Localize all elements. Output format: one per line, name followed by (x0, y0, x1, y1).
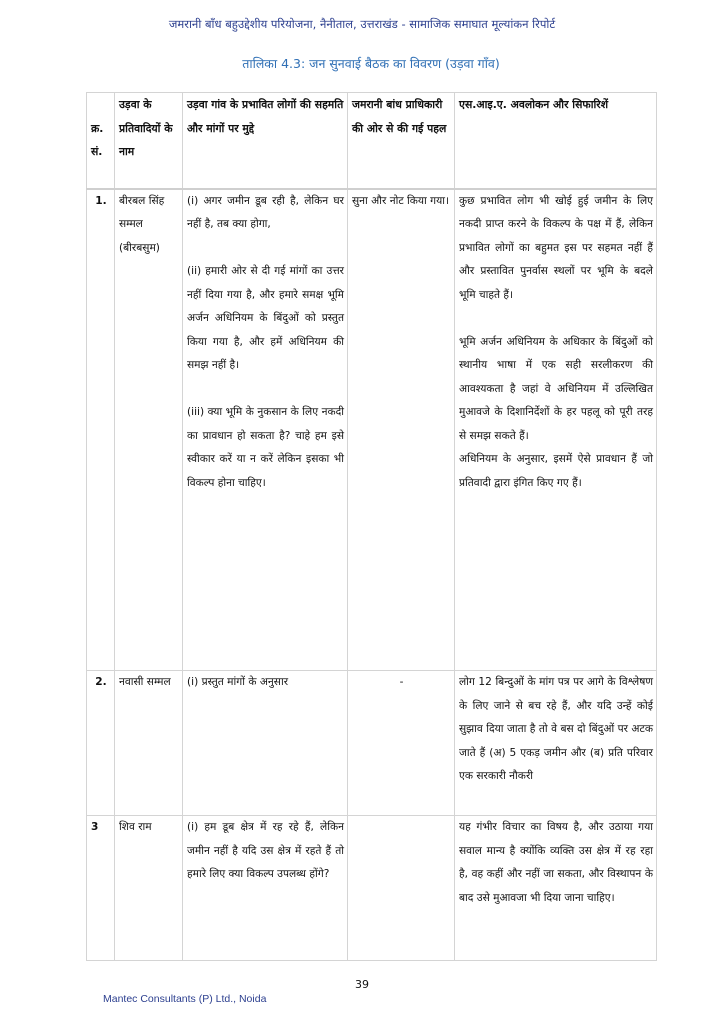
table-row (87, 671, 657, 816)
observations-cell (455, 816, 657, 961)
observation-point: कुछ प्रभावित लोग भी खोई हुई जमीन के लिए नकदी प्राप्त करने के विकल्प के पक्ष में हैं, लेकिन प्रभावित लोगों का बहुमत इस पर सहमत नहीं हैं और प्रस्तावित पुनर्वास स्थलों पर भूमि के बदले भूमि चाहते हैं। (459, 194, 653, 301)
observation-point: लोग 12 बिन्दुओं के मांग पत्र पर आगे के विश्लेषण के लिए जाने से बच रहे हैं, और यदि उन्हें कोई सुझाव दिया जाता है तो वे बस दो बिंदुओं पर अटक जाते हैं (अ) 5 एकड़ जमीन और (ब) प्रति परिवार एक सरकारी नौकरी (459, 676, 653, 782)
issue-point: (i) प्रस्तुत मांगों के अनुसार (187, 676, 289, 688)
public-hearing-table (86, 92, 657, 961)
column-header-respondent: उड़वा के प्रतिवादियों के नाम (115, 93, 183, 189)
respondent-name: नवासी सम्मल (115, 671, 183, 816)
column-header-issues: उड़वा गांव के प्रभावित लोगों की सहमति और मांगों पर मुद्दे (183, 93, 348, 189)
initiative-cell (348, 816, 455, 961)
issues-cell (183, 189, 348, 671)
observations-cell (455, 189, 657, 671)
respondent-name: बीरबल सिंह सम्मल (बीरबसुम) (115, 189, 183, 671)
issue-point: (ii) हमारी ओर से दी गई मांगों का उत्तर नहीं दिया गया है, और हमारे समक्ष भूमि अर्जन अधिनियम के बिंदुओं को प्रस्तुत किया गया है, और हमें अधिनियम की समझ नहीं है। (187, 265, 344, 371)
observations-cell (455, 671, 657, 816)
serial-number: 2. (87, 671, 115, 816)
running-header: जमरानी बाँध बहुउद्देशीय परियोजना, नैनीताल, उत्तराखंड - सामाजिक समाघात मूल्यांकन रिपोर्ट (168, 17, 556, 31)
initiative-cell: सुना और नोट किया गया। (348, 189, 455, 671)
observation-point: अधिनियम के अनुसार, इसमें ऐसे प्रावधान हैं जो प्रतिवादी द्वारा इंगित किए गए हैं। (459, 453, 653, 489)
serial-number: 1. (87, 189, 115, 671)
issue-point: (iii) क्या भूमि के नुकसान के लिए नकदी का प्रावधान हो सकता है? चाहे हम इसे स्वीकार करें या न करें लेकिन इसका भी विकल्प होना चाहिए। (187, 406, 344, 489)
issue-point: (i) हम डूब क्षेत्र में रह रहे हैं, लेकिन जमीन नहीं है यदि उस क्षेत्र में रहते हैं तो हमारे लिए क्या विकल्प उपलब्ध होंगे? (187, 821, 344, 880)
column-header-initiative: जमरानी बांध प्राधिकारी की ओर से की गई पहल (348, 93, 455, 189)
serial-number: 3 (87, 816, 115, 961)
issue-point: (i) अगर जमीन डूब रही है, लेकिन घर नहीं है, तब क्या होगा, (187, 194, 344, 230)
column-header-observations: एस.आइ.ए. अवलोकन और सिफारिशें (455, 93, 657, 189)
observation-point: यह गंभीर विचार का विषय है, और उठाया गया सवाल मान्य है क्योंकि व्यक्ति उस क्षेत्र में रह रहा है, वह कहीं और नहीं जा सकता, और विस्थापन के बाद उसे मुआवजा भी दिया जाना चाहिए। (459, 821, 653, 904)
table-caption: तालिका 4.3: जन सुनवाई बैठक का विवरण (उड़वा गाँव) (242, 56, 500, 71)
issues-cell (183, 671, 348, 816)
table-row (87, 816, 657, 961)
table-header-row (87, 93, 657, 189)
respondent-name: शिव राम (115, 816, 183, 961)
footer-firm-name: Mantec Consultants (P) Ltd., Noida (103, 993, 267, 1005)
page-number: 39 (355, 978, 369, 991)
column-header-serial: क्र. सं. (87, 93, 115, 189)
issues-cell (183, 816, 348, 961)
observation-point: भूमि अर्जन अधिनियम के अधिकार के बिंदुओं को स्थानीय भाषा में एक सही सरलीकरण की आवश्यकता है जहां वे अधिनियम में उल्लिखित मुआवजे के दिशानिर्देशों के हर पहलू को पूरी तरह से समझ सकते हैं। (459, 335, 653, 442)
initiative-cell: - (348, 671, 455, 816)
table-row (87, 189, 657, 671)
